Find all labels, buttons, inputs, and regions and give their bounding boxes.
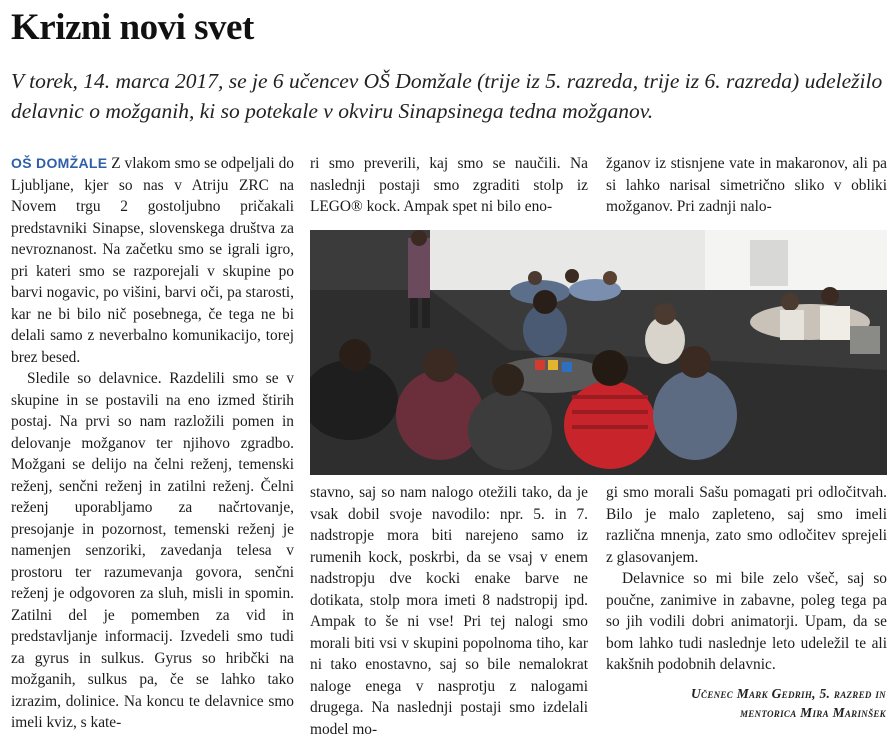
article-lede: V torek, 14. marca 2017, se je 6 učencev OŠ Domžale (trije iz 5. razreda, trije iz 6. razreda) udeležilo delavnic o možganih, ki so potekale v okviru Sinapsinega tedna možganov. [11, 69, 883, 123]
byline [691, 684, 886, 722]
article-title: Krizni novi svet [11, 7, 254, 48]
col3-bottom-paragraph-1: gi smo morali Sašu pomagati pri odločitvah. Bilo je malo zapleteno, saj smo imeli različna mnenja, zato smo odločitev sprejeli z glasovanjem. [606, 484, 887, 566]
byline-line-2: mentorica Mira Marinšek [739, 705, 886, 720]
col1-paragraph-2: Sledile so delavnice. Razdelili smo se v skupine in se postavili na eno izmed štirih postaj. Na prvi so nam razložili pomen in delovanje možganov ter njihovo zgradbo. Možgani se delijo na čelni reženj, temenski reženj, senčni reženj in zatilni reženj. Čelni reženj uporabljamo za načrtovanje, presojanje in pozornost, temenski reženj je namenjen senzoriki, zavedanja telesa v prostoru ter razumevanja govora, senčni reženj je odgovoren za sluh, misli in spomin. Zatilni del je pomemben za vid in predstavljanje informacij. Izvedeli smo tudi za gyrus in sulkus. Gyrus so hribčki na možganih, sulkus pa, če se lahko tako izrazim, dolinice. Na koncu te delavnice smo imeli kviz, s kate- [11, 370, 294, 731]
col2-bottom-text: stavno, saj so nam nalogo otežili tako, da je vsak dobil svoje navodilo: npr. 5. in 7. nadstropje mora biti narejeno samo iz rumenih kock, poskrbi, da se vsaj v enem nadstropju dve kocki enake barve ne dotikata, stolp mora imeti 8 nadstropij ipd. Ampak to še ni vse! Pri tej nalogi smo morali biti vsi v skupini popolnoma tiho, kar ni tako enostavno, saj so bile nemalokrat naloge enega v nasprotju z nalogami drugega. Na naslednji postaji smo izdelali model mo- [310, 484, 588, 738]
workshop-photo [310, 230, 887, 475]
col1-paragraph-1: Z vlakom smo se odpeljali do Ljubljane, kjer so nas v Atriju ZRC na Novem trgu 2 gostoljubno pričakali predstavniki Sinapse, slovenskega društva za nevroznanost. Na začetku smo se igrali igro, pri kateri smo se razporejali v skupine po barvi nogavic, po višini, barvi oči, pa starosti, kar ne bi bilo nič posebnega, če tega ne bi delali samo z neverbalno komunikacijo, torej brez besed. [11, 155, 294, 366]
column-2-top [310, 153, 588, 218]
col2-top-text: ri smo preverili, kaj smo se naučili. Na naslednji postaji smo zgraditi stolp iz LEGO® kock. Ampak spet ni bilo eno- [310, 155, 588, 215]
byline-line-1: Učenec Mark Gedrih, 5. razred in [690, 686, 886, 701]
column-1 [11, 153, 294, 734]
col3-top-text: žganov iz stisnjene vate in makaronov, ali pa si lahko narisal simetrično sliko v obliki možganov. Pri zadnji nalo- [606, 155, 887, 215]
column-3-top [606, 153, 887, 218]
kicker: OŠ DOMŽALE [11, 155, 108, 171]
column-2-bottom [310, 482, 588, 740]
column-3-bottom [606, 482, 887, 676]
col3-bottom-paragraph-2: Delavnice so mi bile zelo všeč, saj so poučne, zanimive in zabavne, poleg tega pa so jih vodili dobri animatorji. Upam, da se bom lahko tudi naslednje leto udeležil te ali kakšnih podobnih delavnic. [606, 570, 887, 673]
